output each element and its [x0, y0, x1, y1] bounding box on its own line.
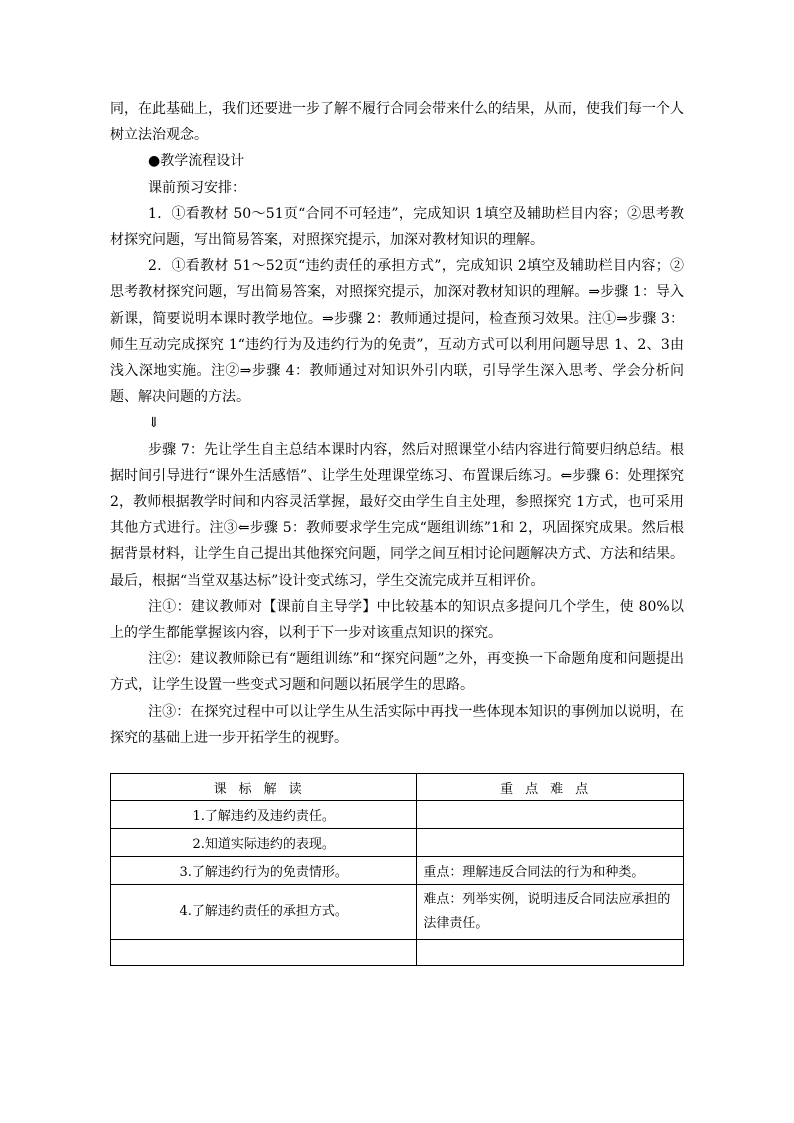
table-row: [111, 829, 684, 857]
table-cell-left: 4.了解违约责任的承担方式。: [111, 885, 417, 940]
table-cell-left: [111, 940, 417, 966]
table-cell-left: 1.了解违约及违约责任。: [111, 801, 417, 829]
paragraph-intro: 同，在此基础上，我们还要进一步了解不履行合同会带来什么的结果，从而，使我们每一个人树立法治观念。: [110, 101, 684, 144]
header-key-difficult-points: 重点难点: [417, 774, 684, 801]
header-curriculum-interpretation: 课标解读: [111, 774, 417, 801]
table-cell-left: 2.知道实际违约的表现。: [111, 829, 417, 857]
preview-item-1: 1．①看教材 50～51页“合同不可轻违”，完成知识 1填空及辅助栏目内容；②思考教材探究问题，写出简易答案，对照探究提示，加深对教材知识的理解。: [110, 205, 684, 249]
note-3: 注③：在探究过程中可以让学生从生活实际中再找一些体现本知识的事例加以说明，在探究的基础上进一步开拓学生的视野。: [110, 703, 684, 746]
table-cell-right: 重点：理解违反合同法的行为和种类。: [417, 857, 684, 885]
down-arrow: ⇓: [148, 415, 160, 432]
table-row: [111, 940, 684, 966]
preview-arrangement-label: 课前预习安排：: [148, 179, 246, 196]
table-cell-right: [417, 940, 684, 966]
table-row: [111, 885, 684, 940]
note-1: 注①：建议教师对【课前自主导学】中比较基本的知识点多提问几个学生，使 80%以上的学生都能掌握该内容，以利于下一步对该重点知识的探究。: [110, 598, 684, 642]
preview-item-2: 2．①看教材 51～52页“违约责任的承担方式”，完成知识 2填空及辅助栏目内容；②思考教材探究问题，写出简易答案，对照探究提示，加深对教材知识的理解。⇒步骤 1：导入新课，简要说明本课时教学地位。⇒步骤 2：教师通过提问，检查预习效果。注①⇒步骤 3：师生互动完成探究 1“违约行为及违约行为的免责”，互动方式可以利用问题导思 1、2、3由浅入深地实施。注②⇒步骤 4：教师通过对知识外引内联，引导学生深入思考、学会分析问题、解决问题的方法。: [110, 258, 684, 406]
note-2: 注②：建议教师除已有“题组训练”和“探究问题”之外，再变换一下命题角度和问题提出方式，让学生设置一些变式习题和问题以拓展学生的思路。: [110, 651, 684, 694]
table-cell-right: [417, 829, 684, 857]
table-cell-right: [417, 801, 684, 829]
table-row: [111, 857, 684, 885]
table-header-row: [111, 774, 684, 801]
table-cell-left: 3.了解违约行为的免责情形。: [111, 857, 417, 885]
section-heading-teaching-flow: ●教学流程设计: [148, 153, 245, 170]
table-cell-right: 难点：列举实例，说明违反合同法应承担的法律责任。: [417, 885, 684, 940]
curriculum-table: [110, 773, 684, 966]
table-row: [111, 801, 684, 829]
step-7-paragraph: 步骤 7：先让学生自主总结本课时内容，然后对照课堂小结内容进行简要归纳总结。根据时间引导进行“课外生活感悟”、让学生处理课堂练习、布置课后练习。⇐步骤 6：处理探究 2，教师根据教学时间和内容灵活掌握，最好交由学生自主处理，参照探究 1方式，也可采用其他方式进行。注③⇐步骤 5：教师要求学生完成“题组训练”1和 2，巩固探究成果。然后根据背景材料，让学生自己提出其他探究问题，同学之间互相讨论问题解决方式、方法和结果。最后，根据“当堂双基达标”设计变式练习，学生交流完成并互相评价。: [110, 441, 684, 589]
document-body: [110, 96, 684, 751]
